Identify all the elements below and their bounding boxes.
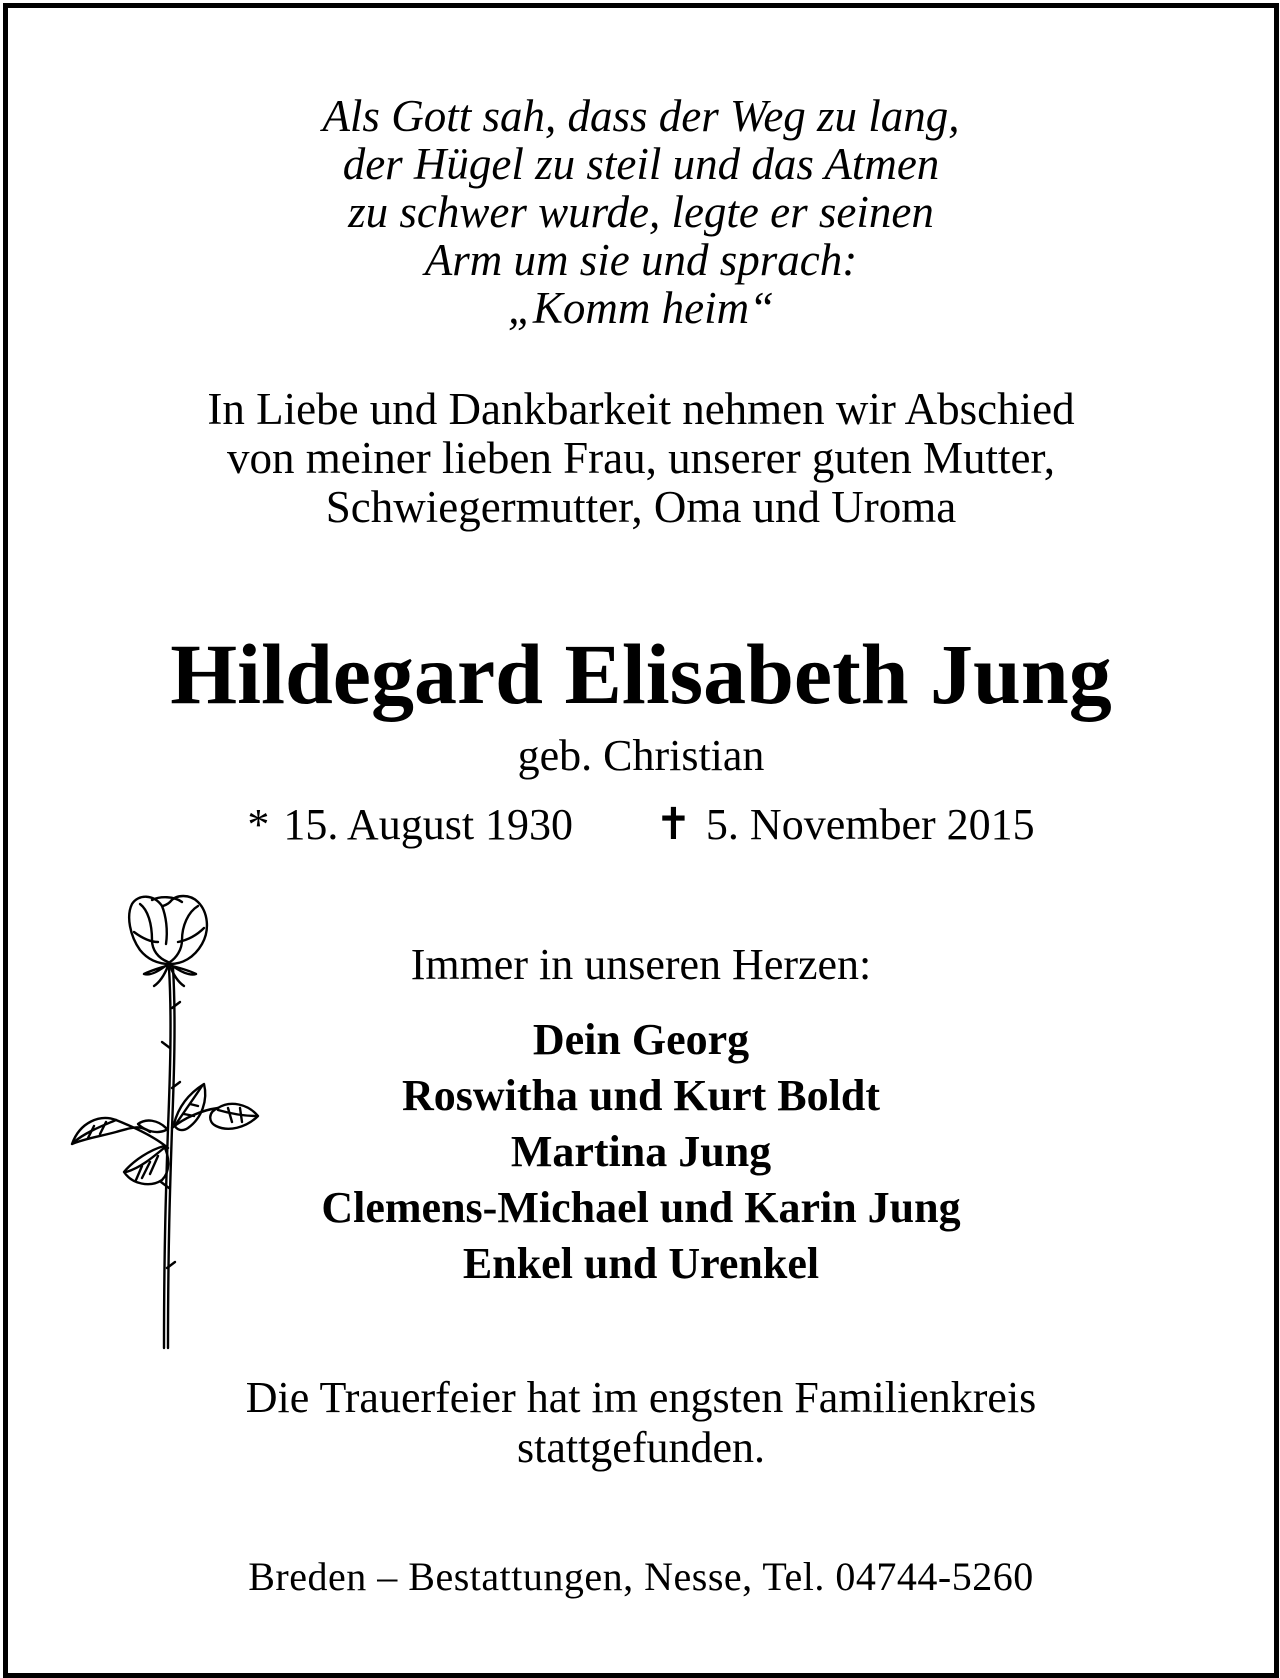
poem-line: Arm um sie und sprach: bbox=[424, 235, 858, 285]
obituary-notice bbox=[3, 3, 1279, 1678]
poem bbox=[8, 92, 1274, 332]
poem-line: der Hügel zu steil und das Atmen bbox=[342, 139, 940, 189]
deceased-name: Hildegard Elisabeth Jung bbox=[170, 626, 1112, 722]
life-dates bbox=[8, 799, 1274, 851]
intro-line: In Liebe und Dankbarkeit nehmen wir Abschied bbox=[207, 384, 1075, 434]
death-date: 5. November 2015 bbox=[705, 800, 1035, 849]
mourner-name: Enkel und Urenkel bbox=[462, 1239, 820, 1288]
birth-star-icon: * bbox=[247, 800, 270, 849]
mourner-name: Dein Georg bbox=[532, 1015, 750, 1064]
mourner-name: Roswitha und Kurt Boldt bbox=[401, 1071, 880, 1120]
funeral-home-contact: Breden – Bestattungen, Nesse, Tel. 04744-5260 bbox=[248, 1554, 1034, 1599]
family-heading: Immer in unseren Herzen: bbox=[410, 940, 872, 989]
death-cross-icon: ✝ bbox=[655, 800, 692, 849]
intro-line: Schwiegermutter, Oma und Uroma bbox=[325, 482, 957, 532]
intro-line: von meiner lieben Frau, unserer guten Mutter, bbox=[227, 433, 1055, 483]
mourner-list bbox=[8, 1012, 1274, 1292]
ceremony-note bbox=[8, 1373, 1274, 1473]
poem-line: Als Gott sah, dass der Weg zu lang, bbox=[322, 91, 960, 141]
intro-text bbox=[8, 385, 1274, 532]
maiden-name: geb. Christian bbox=[517, 731, 765, 780]
poem-line: „Komm heim“ bbox=[507, 283, 775, 333]
mourner-name: Clemens-Michael und Karin Jung bbox=[321, 1183, 961, 1232]
birth-date: 15. August 1930 bbox=[283, 800, 574, 849]
ceremony-line: stattgefunden. bbox=[516, 1423, 766, 1472]
poem-line: zu schwer wurde, legte er seinen bbox=[348, 187, 934, 237]
ceremony-line: Die Trauerfeier hat im engsten Familienkreis bbox=[245, 1373, 1037, 1422]
mourner-name: Martina Jung bbox=[510, 1127, 772, 1176]
